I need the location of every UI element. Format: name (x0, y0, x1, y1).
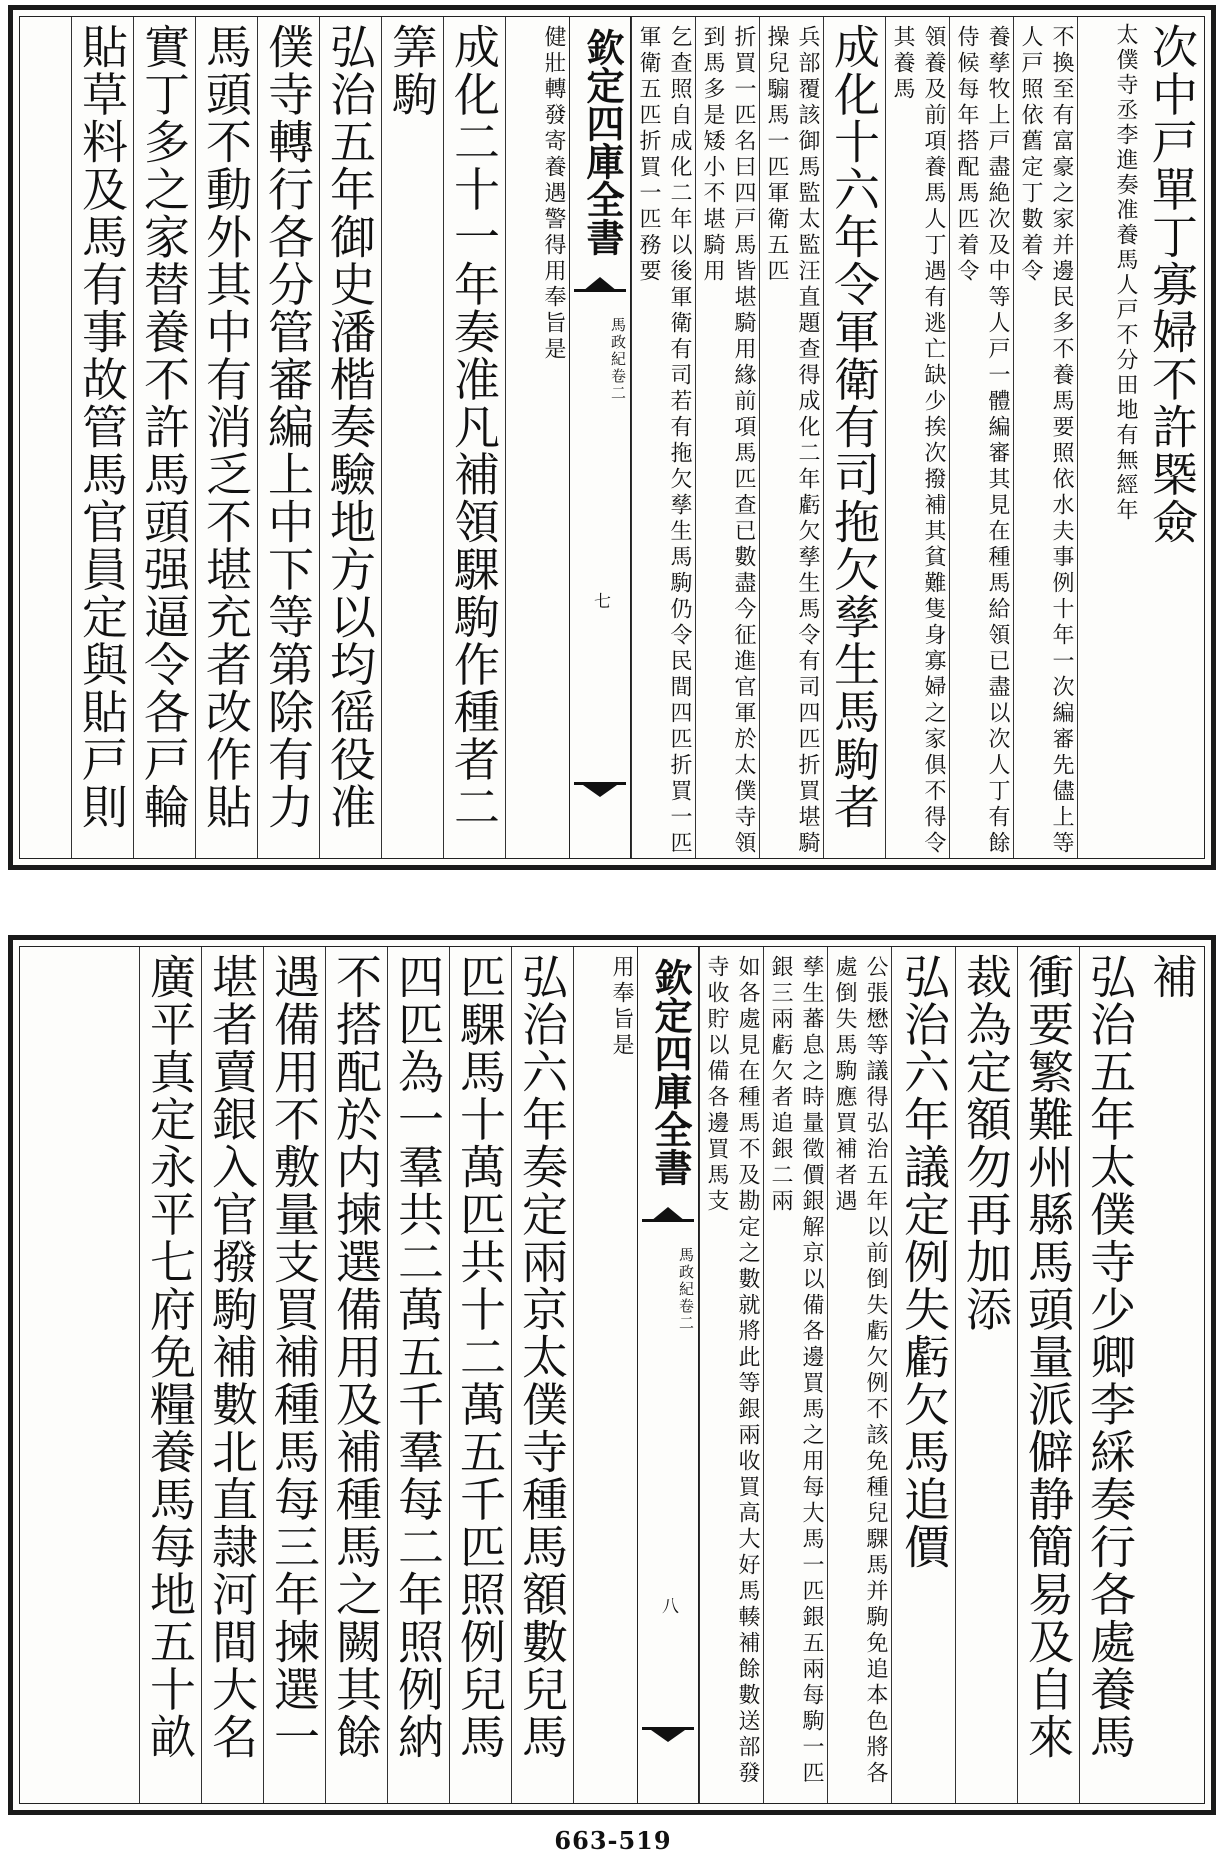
main-text-column: 弘治六年奏定兩京太僕寺種馬額數兒馬 (511, 947, 573, 1803)
top-page-text-area (19, 16, 1205, 859)
main-text-column: 貼草料及馬有事故管馬官員定與貼戸則 (71, 17, 133, 858)
annotation-text: 太僕寺丞李進奏准養馬人戸不分田地有無經年 (1113, 23, 1138, 523)
center-fold (569, 17, 631, 858)
bottom-page (8, 935, 1216, 1815)
center-fold (637, 947, 699, 1803)
book-title: 欽定四庫全書 (648, 958, 693, 1186)
footer-page-code: 663-519 (554, 1826, 672, 1855)
annotation-column: 兵部覆該御馬監太監汪直題查得成化二年虧欠孳生馬令有司四匹折買堪騎操兒騸馬一匹軍衛五匹 (759, 17, 823, 858)
main-text: 弘治六年議定例失虧欠馬追價 (897, 953, 951, 1571)
main-text-column: 僕寺轉行各分管審編上中下等第除有力 (257, 17, 319, 858)
annotation-column: 領養及前項養馬人丁遇有逃亡缺少挨次撥補其貧難隻身寡婦之家俱不得令其養馬 (885, 17, 949, 858)
fish-tail-mark-lower (642, 1727, 694, 1748)
fish-tail-mark-lower (574, 782, 626, 803)
page-number: 七 (590, 592, 610, 609)
main-text-column: 成化二十一年奏准凡補領騍駒作種者二 (443, 17, 505, 858)
main-text-column: 弘治五年御史潘楷奏驗地方以均徭役准 (319, 17, 381, 858)
main-text-column: 衝要繁難州縣馬頭量派僻静簡易及自來 (1017, 947, 1079, 1803)
text-column-mixed (1077, 17, 1141, 858)
main-text-column: 實丁多之家替養不許馬頭强逼令各戸輪 (133, 17, 195, 858)
annotation-column: 不換至有富豪之家并邊民多不養馬要照依水夫事例十年一次編審先儘上等人戸照依舊定丁數着令 (1013, 17, 1077, 858)
bottom-page-text-area (19, 946, 1205, 1804)
annotation-column: 如各處見在種馬不及勘定之數就將此等銀兩收買高大好馬輳補餘數送部發寺收貯以備各邊買馬支 (699, 947, 763, 1803)
main-text-column: 不搭配於内揀選備用及補種馬之闕其餘 (325, 947, 387, 1803)
annotation-column: 折買一匹名曰四戸馬皆堪騎用緣前項馬匹查已數盡今征進官軍於太僕寺領到馬多是矮小不堪騎用 (695, 17, 759, 858)
fish-tail-mark-upper (642, 1197, 694, 1222)
series-name: 馬政紀 (609, 317, 627, 368)
top-page (8, 5, 1216, 870)
main-text-column: 筭駒 (381, 17, 443, 858)
annotation-column: 孳生蕃息之時量徵價銀解京以備各邊買馬之用每大馬一匹銀五兩每駒一匹銀三兩虧欠者追銀二兩 (763, 947, 827, 1803)
annotation-column: 乞查照自成化二年以後軍衛有司若有拖欠孳生馬駒仍令民間四匹折買一匹軍衛五匹折買一匹務要 (631, 17, 695, 858)
main-text-column: 匹騍馬十萬匹共十二萬五千匹照例兒馬 (449, 947, 511, 1803)
annotation-column: 公張懋等議得弘治五年以前倒失虧欠例不該免種兒騍馬并駒免追本色將各處倒失馬駒應買補者遇 (827, 947, 891, 1803)
volume-label (570, 317, 630, 427)
annotation-column: 用奉旨是 (573, 947, 637, 1803)
main-text-column: 補 (1145, 953, 1199, 1001)
book-title: 欽定四庫全書 (580, 28, 625, 256)
annotation-text (891, 953, 893, 1353)
page-number: 八 (658, 1597, 678, 1614)
text-column-mixed (891, 947, 955, 1803)
main-text-column: 裁為定額勿再加添 (955, 947, 1017, 1803)
main-text-column: 馬頭不動外其中有消乏不堪充者改作貼 (195, 17, 257, 858)
main-text-column: 堪者賣銀入官撥駒補數北直隷河間大名 (201, 947, 263, 1803)
volume-label (638, 1247, 698, 1357)
annotation-column: 養孳牧上戸盡絶次及中等人戸一體編審其見在種馬給領已盡以次人丁有餘侍候每年搭配馬匹着令 (949, 17, 1013, 858)
main-text-column: 成化十六年令軍衛有司拖欠孳生馬駒者 (823, 17, 885, 858)
volume-number: 卷二 (677, 1298, 695, 1332)
fish-tail-mark-upper (574, 267, 626, 292)
volume-number: 卷二 (609, 368, 627, 402)
annotation-column: 健壯轉發寄養遇警得用奉旨是 (505, 17, 569, 858)
main-text-column: 弘治五年太僕寺少卿李綵奏行各處養馬 (1079, 947, 1141, 1803)
main-text-column: 四匹為一羣共二萬五千羣每二年照例納 (387, 947, 449, 1803)
main-text-column: 遇備用不敷量支買補種馬每三年揀選一 (263, 947, 325, 1803)
series-name: 馬政紀 (677, 1247, 695, 1298)
main-text-column: 次中戸單丁寡婦不許槩僉 (1145, 23, 1199, 546)
main-text-column: 廣平真定永平七府免糧養馬每地五十畝 (139, 947, 201, 1803)
